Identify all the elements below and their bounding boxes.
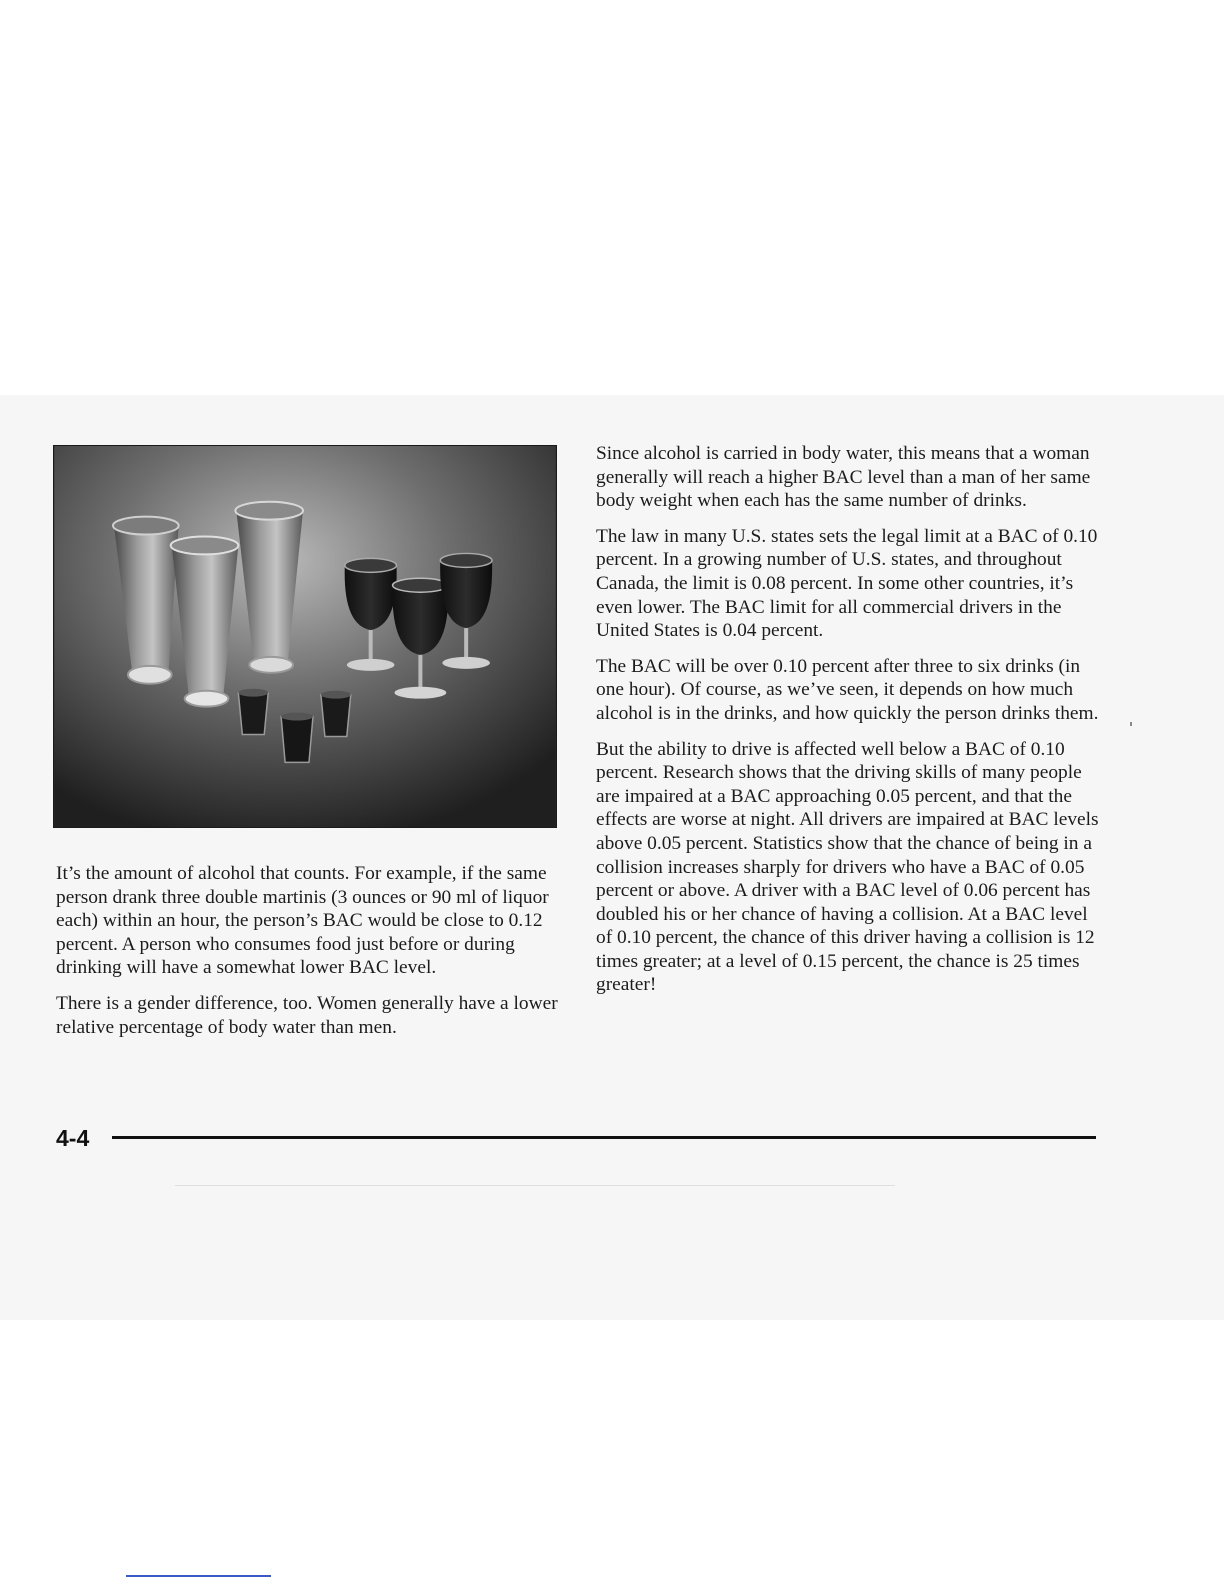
footer-rule	[112, 1136, 1096, 1139]
paragraph-gender-difference: There is a gender difference, too. Women generally have a lower relative percentage of body water than men.	[56, 992, 558, 1038]
left-text-column	[56, 862, 566, 1051]
page-number: 4-4	[56, 1125, 90, 1151]
paragraph-body-water: Since alcohol is carried in body water, this means that a woman generally will reach a higher BAC level than a man of her same body weight when each has the same number of drinks.	[596, 443, 1091, 512]
paragraph-driving-impairment: But the ability to drive is affected well below a BAC of 0.10 percent. Research shows that the driving skills of many people are impaired at a BAC approaching 0.05 percent, and that the effects are worse at night. All drivers are impaired at BAC levels above 0.05 percent. Statistics show that the chance of being in a collision increases sharply for drivers who have a BAC of 0.05 percent or above. A driver with a BAC level of 0.06 percent has doubled his or her chance of having a collision. At a BAC level of 0.10 percent, the chance of this driver having a collision is 12 times greater; at a level of 0.15 percent, the chance is 25 times greater!	[596, 738, 1099, 996]
right-text-column	[596, 442, 1104, 1009]
paragraph-legal-limit: The law in many U.S. states sets the legal limit at a BAC of 0.10 percent. In a growing number of U.S. states, and throughout Canada, the limit is 0.08 percent. In some other countries, it’s even lower. The BAC limit for all commercial drivers in the United States is 0.04 percent.	[596, 525, 1098, 642]
scan-speck	[1130, 722, 1132, 726]
drinks-photo	[53, 445, 557, 828]
scan-artifact-line	[175, 1185, 895, 1186]
drinks-illustration	[54, 446, 556, 827]
bottom-link-underline[interactable]	[126, 1575, 271, 1577]
paragraph-alcohol-amount: It’s the amount of alcohol that counts. For example, if the same person drank three double martinis (3 ounces or 90 ml of liquor each) within an hour, the person’s BAC would be close to 0.12 percent. A person who consumes food just before or during drinking will have a somewhat lower BAC level.	[56, 863, 549, 979]
paragraph-drinks-per-hour: The BAC will be over 0.10 percent after three to six drinks (in one hour). Of course, as we’ve seen, it depends on how much alcohol is in the drinks, and how quickly the person drinks them.	[596, 655, 1099, 724]
